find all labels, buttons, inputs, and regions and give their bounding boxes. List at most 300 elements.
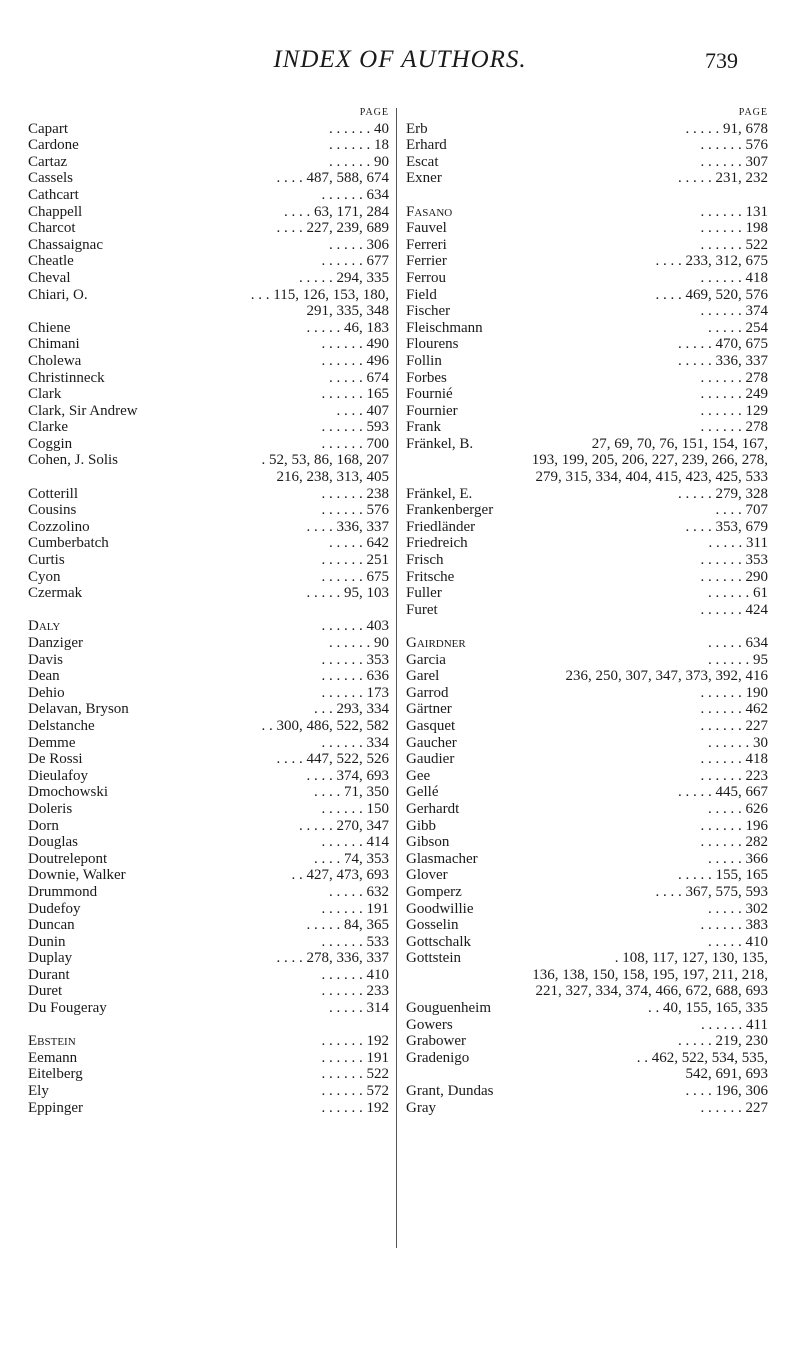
page-references: . . . . . . 533 <box>321 933 389 950</box>
index-entry <box>406 436 768 453</box>
author-name: Coggin <box>28 435 73 452</box>
author-name: Gaucher <box>406 734 457 751</box>
page-references: . . . . . 336, 337 <box>678 352 768 369</box>
author-name: Danziger <box>28 635 83 651</box>
page-references: . . . . . . 150 <box>321 800 389 817</box>
author-name: Gosselin <box>406 917 459 934</box>
page-references: . . . . . . 290 <box>700 568 768 585</box>
page-references: . . . . . . 576 <box>321 502 389 519</box>
index-entry <box>28 585 389 602</box>
author-name: Davis <box>28 651 63 668</box>
author-name: Clark, Sir Andrew <box>28 402 138 419</box>
index-entry <box>406 768 768 785</box>
page-references: . . . . 447, 522, 526 <box>276 751 389 768</box>
index-entry <box>406 851 768 868</box>
page-references-continued: 221, 327, 334, 374, 466, 672, 688, 693 <box>535 983 768 1000</box>
index-entry <box>406 950 768 967</box>
index-entry <box>28 486 389 503</box>
author-name: Glover <box>406 867 448 884</box>
index-entry <box>28 635 389 652</box>
author-name: Douglas <box>28 834 78 851</box>
index-entry <box>406 1000 768 1017</box>
index-entry <box>28 768 389 785</box>
author-name: Doleris <box>28 800 73 817</box>
page-references: . . 427, 473, 693 <box>291 867 389 884</box>
index-entry <box>406 1017 768 1034</box>
page-references: . . . . . . 576 <box>700 137 768 154</box>
index-entry <box>28 1033 389 1050</box>
author-name: Ferrier <box>406 253 447 270</box>
index-entry <box>406 818 768 835</box>
page-references: . . . . . . 634 <box>321 186 389 203</box>
author-name: Delavan, Bryson <box>28 701 129 718</box>
author-name: Charcot <box>28 220 76 237</box>
index-entry <box>406 801 768 818</box>
index-entry <box>406 668 768 685</box>
author-name: Cyon <box>28 568 61 585</box>
page-references: . . . . . . 593 <box>321 419 389 436</box>
page-references: . . 462, 522, 534, 535, <box>636 1049 768 1066</box>
page-references: . . . . . . 353 <box>700 552 768 569</box>
page-references-continued: 216, 238, 313, 405 <box>276 469 389 486</box>
page-references: . . . . . 84, 365 <box>306 917 389 934</box>
author-name: Friedreich <box>406 535 468 552</box>
index-entry <box>406 320 768 337</box>
index-entry <box>406 403 768 420</box>
page-references: . . . . . . 496 <box>321 352 389 369</box>
author-name: Gee <box>406 767 431 784</box>
page-references: . . . . . . 383 <box>700 917 768 934</box>
page-references: 236, 250, 307, 347, 373, 392, 416 <box>565 668 768 685</box>
page-references-continued: 542, 691, 693 <box>685 1066 768 1083</box>
index-entry <box>406 901 768 918</box>
index-entry <box>28 851 389 868</box>
author-name: Curtis <box>28 552 65 569</box>
page-references: . . . . . . 403 <box>321 618 389 635</box>
page-references: . . . . . . 410 <box>321 966 389 983</box>
author-name: Chiene <box>28 319 71 336</box>
index-entry <box>406 486 768 503</box>
author-name: Dorn <box>28 817 59 834</box>
index-entry <box>406 502 768 519</box>
index-entry <box>28 386 389 403</box>
index-entry <box>406 121 768 138</box>
author-name: Gottschalk <box>406 933 471 950</box>
author-name: Demme <box>28 734 76 751</box>
author-name: Duplay <box>28 950 73 967</box>
author-name: Frank <box>406 419 441 436</box>
author-name: Gradenigo <box>406 1049 470 1066</box>
page-references: . . . . . 366 <box>708 850 768 867</box>
page-references: . . . . . . 198 <box>700 220 768 237</box>
index-entry <box>28 452 389 469</box>
index-entry <box>28 618 389 635</box>
author-name: Durant <box>28 966 70 983</box>
page-references-continued: 136, 138, 150, 158, 195, 197, 211, 218, <box>532 966 768 983</box>
section-gap <box>28 602 389 619</box>
page-references: . . . . . 314 <box>329 1000 389 1017</box>
page-references: . 52, 53, 86, 168, 207 <box>261 452 389 469</box>
index-entry <box>28 718 389 735</box>
index-entry <box>406 370 768 387</box>
index-entry <box>28 403 389 420</box>
page-references: . . . . . 254 <box>708 319 768 336</box>
author-name: Eitelberg <box>28 1066 83 1083</box>
author-name: Eemann <box>28 1049 78 1066</box>
index-entry <box>406 270 768 287</box>
author-name: Ely <box>28 1083 49 1100</box>
page-references: . . . . . . 18 <box>329 137 389 154</box>
page-references: . . . . . . 490 <box>321 336 389 353</box>
page-references: . . . . 707 <box>715 502 768 519</box>
author-name: Eppinger <box>28 1099 83 1116</box>
index-entry <box>28 270 389 287</box>
index-entry <box>28 818 389 835</box>
author-name: Frankenberger <box>406 502 494 519</box>
index-entry <box>28 867 389 884</box>
index-entry <box>28 569 389 586</box>
index-entry <box>28 967 389 984</box>
index-entry <box>406 353 768 370</box>
page-references: . . . . . . 90 <box>329 153 389 170</box>
page-references: . . . . . . 636 <box>321 668 389 685</box>
author-name: Doutrelepont <box>28 850 108 867</box>
index-entry <box>28 121 389 138</box>
index-entry <box>28 519 389 536</box>
index-entry <box>406 535 768 552</box>
author-name: Daly <box>28 618 61 635</box>
author-name: Czermak <box>28 585 83 602</box>
page-references: . . . . 71, 350 <box>314 784 389 801</box>
author-name: De Rossi <box>28 751 83 768</box>
page-references: . . . . . . 191 <box>321 900 389 917</box>
author-name: Clarke <box>28 419 68 436</box>
index-entry <box>406 718 768 735</box>
page-references: . . . . 336, 337 <box>306 518 389 535</box>
author-name: Duncan <box>28 917 75 934</box>
page-references: . . . . . 445, 667 <box>678 784 768 801</box>
author-name: Garcia <box>406 651 446 668</box>
index-entry <box>406 237 768 254</box>
author-name: Chappell <box>28 203 83 220</box>
author-name: Cotterill <box>28 485 78 502</box>
index-entry <box>28 237 389 254</box>
page-references: . . . . . . 192 <box>321 1033 389 1050</box>
author-name: Delstanche <box>28 717 95 734</box>
index-entry <box>406 685 768 702</box>
author-name: Fleischmann <box>406 319 483 336</box>
page-references: . . . . . . 334 <box>321 734 389 751</box>
author-name: Cumberbatch <box>28 535 109 552</box>
index-entry <box>406 204 768 221</box>
author-name: Goodwillie <box>406 900 474 917</box>
author-name: Gärtner <box>406 701 452 718</box>
page-references: . . . . . . 411 <box>701 1016 768 1033</box>
index-entry <box>406 1100 768 1117</box>
page-references: . . . . . . 307 <box>700 153 768 170</box>
author-name: Gasquet <box>406 717 456 734</box>
page-references: . . . . . . 238 <box>321 485 389 502</box>
page-references: . . . . . 311 <box>708 535 768 552</box>
page-references: . . . . . . 227 <box>700 717 768 734</box>
author-name: Downie, Walker <box>28 867 126 884</box>
index-entry <box>28 701 389 718</box>
author-name: Christinneck <box>28 369 105 386</box>
index-entry <box>28 1000 389 1017</box>
index-entry <box>406 287 768 304</box>
index-entry <box>28 287 389 304</box>
author-name: Clark <box>28 386 62 403</box>
index-entry <box>28 934 389 951</box>
page-references: . . . . . . 353 <box>321 651 389 668</box>
section-gap <box>406 618 768 635</box>
page-references: . . . . . 642 <box>329 535 389 552</box>
page-references-continued: 279, 315, 334, 404, 415, 423, 425, 533 <box>535 469 768 486</box>
page-references: . . . . 487, 588, 674 <box>276 170 389 187</box>
page-references: . . . . . . 424 <box>700 601 768 618</box>
author-name: Fasano <box>406 203 453 220</box>
author-name: Cohen, J. Solis <box>28 452 119 469</box>
page-references: . . . . 469, 520, 576 <box>655 286 768 303</box>
index-entry <box>406 917 768 934</box>
page-references: . . . . . 626 <box>708 800 768 817</box>
page-references: . . . . . . 227 <box>700 1099 768 1116</box>
page-references: . . . . . . 190 <box>700 684 768 701</box>
author-name: Ebstein <box>28 1033 76 1050</box>
author-name: Erhard <box>406 137 447 154</box>
index-entry <box>406 386 768 403</box>
page-references: . . . . 63, 171, 284 <box>284 203 389 220</box>
author-name: Fritsche <box>406 568 455 585</box>
page-references: . . . . . . 251 <box>321 552 389 569</box>
index-entry <box>406 635 768 652</box>
index-entry <box>28 137 389 154</box>
author-name: Cousins <box>28 502 77 519</box>
author-name: Du Fougeray <box>28 1000 107 1017</box>
page-references: . . . . . . 278 <box>700 419 768 436</box>
author-name: Fuller <box>406 585 442 602</box>
index-entry <box>28 834 389 851</box>
index-entry <box>28 353 389 370</box>
index-entry <box>406 867 768 884</box>
author-name: Chassaignac <box>28 236 103 253</box>
index-entry <box>406 652 768 669</box>
index-entry <box>28 336 389 353</box>
page-references: . . . . . 470, 675 <box>678 336 768 353</box>
page-references: . . . . 367, 575, 593 <box>655 883 768 900</box>
author-name: Gellé <box>406 784 439 801</box>
author-name: Dehio <box>28 684 65 701</box>
page-references: . . . . . 231, 232 <box>678 170 768 187</box>
author-name: Dunin <box>28 933 66 950</box>
page-references: . . . . . . 196 <box>700 817 768 834</box>
page-header <box>0 46 800 76</box>
page-references: . . . . . . 522 <box>321 1066 389 1083</box>
page-references: . . . . . . 165 <box>321 386 389 403</box>
index-entry <box>406 419 768 436</box>
page-references: . . . . . 410 <box>708 933 768 950</box>
index-column-right <box>406 104 768 1116</box>
page-references: . . . . 278, 336, 337 <box>276 950 389 967</box>
index-entry <box>28 502 389 519</box>
page-references: . . . . . 294, 335 <box>299 269 389 286</box>
author-name: Frisch <box>406 552 444 569</box>
author-name: Cheval <box>28 269 71 286</box>
index-entry <box>28 1100 389 1117</box>
page-references: . . . . . . 173 <box>321 684 389 701</box>
index-entry <box>28 1083 389 1100</box>
index-entry <box>28 370 389 387</box>
index-entry <box>406 751 768 768</box>
index-entry <box>28 751 389 768</box>
author-name: Friedländer <box>406 518 476 535</box>
page-references: . . . . . 155, 165 <box>678 867 768 884</box>
page-references: . . . . . . 249 <box>700 386 768 403</box>
index-entry <box>406 585 768 602</box>
index-entry <box>28 784 389 801</box>
page-references: . . . . . 306 <box>329 236 389 253</box>
index-entry <box>406 220 768 237</box>
author-name: Capart <box>28 120 68 137</box>
index-entry <box>28 917 389 934</box>
page-references: . . . . 227, 239, 689 <box>276 220 389 237</box>
index-entry <box>28 950 389 967</box>
author-name: Dmochowski <box>28 784 108 801</box>
index-entry <box>406 253 768 270</box>
page-references: . . . . . . 223 <box>700 767 768 784</box>
index-entry <box>406 701 768 718</box>
page-references: . . . . . . 418 <box>700 751 768 768</box>
index-entry <box>28 320 389 337</box>
author-name: Gouguenheim <box>406 1000 491 1017</box>
author-name: Forbes <box>406 369 447 386</box>
page-references: . . . . . . 418 <box>700 269 768 286</box>
index-entry <box>406 1083 768 1100</box>
page-references: . . . . . . 278 <box>700 369 768 386</box>
index-entry <box>28 1050 389 1067</box>
page-references: . . . . . 674 <box>329 369 389 386</box>
page-references: . . . . . 95, 103 <box>306 585 389 602</box>
page-references: . . . . 233, 312, 675 <box>655 253 768 270</box>
index-entry <box>28 685 389 702</box>
page-references: . . . . . . 61 <box>708 585 768 602</box>
author-name: Gerhardt <box>406 800 460 817</box>
index-entry <box>28 884 389 901</box>
index-entry <box>28 668 389 685</box>
index-entry <box>28 419 389 436</box>
author-name: Gottstein <box>406 950 461 967</box>
running-title: INDEX OF AUTHORS. <box>273 46 527 73</box>
page-column-label: PAGE <box>359 107 389 118</box>
author-name: Cozzolino <box>28 518 90 535</box>
page-references: . . . . . 302 <box>708 900 768 917</box>
index-entry <box>406 137 768 154</box>
page-number: 739 <box>705 48 738 73</box>
page-references: . . . . . 91, 678 <box>685 120 768 137</box>
page-references: . . 40, 155, 165, 335 <box>648 1000 768 1017</box>
author-name: Gairdner <box>406 635 466 651</box>
author-name: Dean <box>28 668 60 685</box>
page-references: . 108, 117, 127, 130, 135, <box>614 950 768 967</box>
page-references: . . . 115, 126, 153, 180, <box>250 286 389 303</box>
author-name: Gomperz <box>406 883 462 900</box>
page-references: . . . . . . 131 <box>700 203 768 220</box>
author-name: Dudefoy <box>28 900 81 917</box>
author-name: Dieulafoy <box>28 767 88 784</box>
page-references: . . . . . . 40 <box>329 120 389 137</box>
index-entry <box>28 154 389 171</box>
page-references: . . . . . . 191 <box>321 1049 389 1066</box>
index-entry <box>406 519 768 536</box>
page-references: . . . . . 632 <box>329 883 389 900</box>
page-references: . . . . . . 30 <box>708 734 768 751</box>
index-entry <box>28 735 389 752</box>
author-name: Field <box>406 286 437 303</box>
page-references: . . . . . 634 <box>708 635 768 651</box>
author-name: Fränkel, E. <box>406 485 473 502</box>
page-references: . . . . . . 95 <box>708 651 768 668</box>
index-entry <box>406 735 768 752</box>
author-name: Chiari, O. <box>28 286 88 303</box>
page-references: . . . . . . 233 <box>321 983 389 1000</box>
page-references: . . . . . 46, 183 <box>306 319 389 336</box>
column-divider <box>396 108 397 1248</box>
author-name: Exner <box>406 170 442 187</box>
index-entry <box>406 884 768 901</box>
section-gap <box>406 187 768 204</box>
page-references: . . . . . . 129 <box>700 402 768 419</box>
author-name: Gibb <box>406 817 436 834</box>
page-references: . . . . 374, 693 <box>306 767 389 784</box>
author-name: Gowers <box>406 1016 453 1033</box>
author-name: Glasmacher <box>406 850 478 867</box>
page-references: . . . . . . 282 <box>700 834 768 851</box>
author-name: Fauvel <box>406 220 447 237</box>
index-entry <box>406 834 768 851</box>
index-entry <box>28 253 389 270</box>
index-entry <box>28 801 389 818</box>
page-references: . . . . 353, 679 <box>685 518 768 535</box>
page-references-continued: 193, 199, 205, 206, 227, 239, 266, 278, <box>531 452 768 469</box>
index-entry <box>406 303 768 320</box>
author-name: Ferrou <box>406 269 446 286</box>
page-references: . . . 293, 334 <box>314 701 389 718</box>
index-entry <box>406 336 768 353</box>
page-references: . . . . 196, 306 <box>685 1083 768 1100</box>
author-name: Follin <box>406 352 442 369</box>
author-name: Chimani <box>28 336 80 353</box>
index-entry <box>28 1066 389 1083</box>
page-references: . . . . . . 675 <box>321 568 389 585</box>
author-name: Cartaz <box>28 153 68 170</box>
author-name: Gray <box>406 1099 436 1116</box>
author-name: Cassels <box>28 170 73 187</box>
index-entry <box>406 154 768 171</box>
author-name: Fournié <box>406 386 453 403</box>
author-name: Erb <box>406 120 428 137</box>
author-name: Garrod <box>406 684 449 701</box>
page-references: . . . . . 279, 328 <box>678 485 768 502</box>
index-entry <box>28 436 389 453</box>
author-name: Gaudier <box>406 751 455 768</box>
author-name: Escat <box>406 153 439 170</box>
index-entry <box>406 1033 768 1050</box>
page-references: . . . . 407 <box>336 402 389 419</box>
author-name: Ferreri <box>406 236 447 253</box>
page-references: . . . . . . 462 <box>700 701 768 718</box>
author-name: Grant, Dundas <box>406 1083 494 1100</box>
page-references-continued: 291, 335, 348 <box>306 303 389 320</box>
